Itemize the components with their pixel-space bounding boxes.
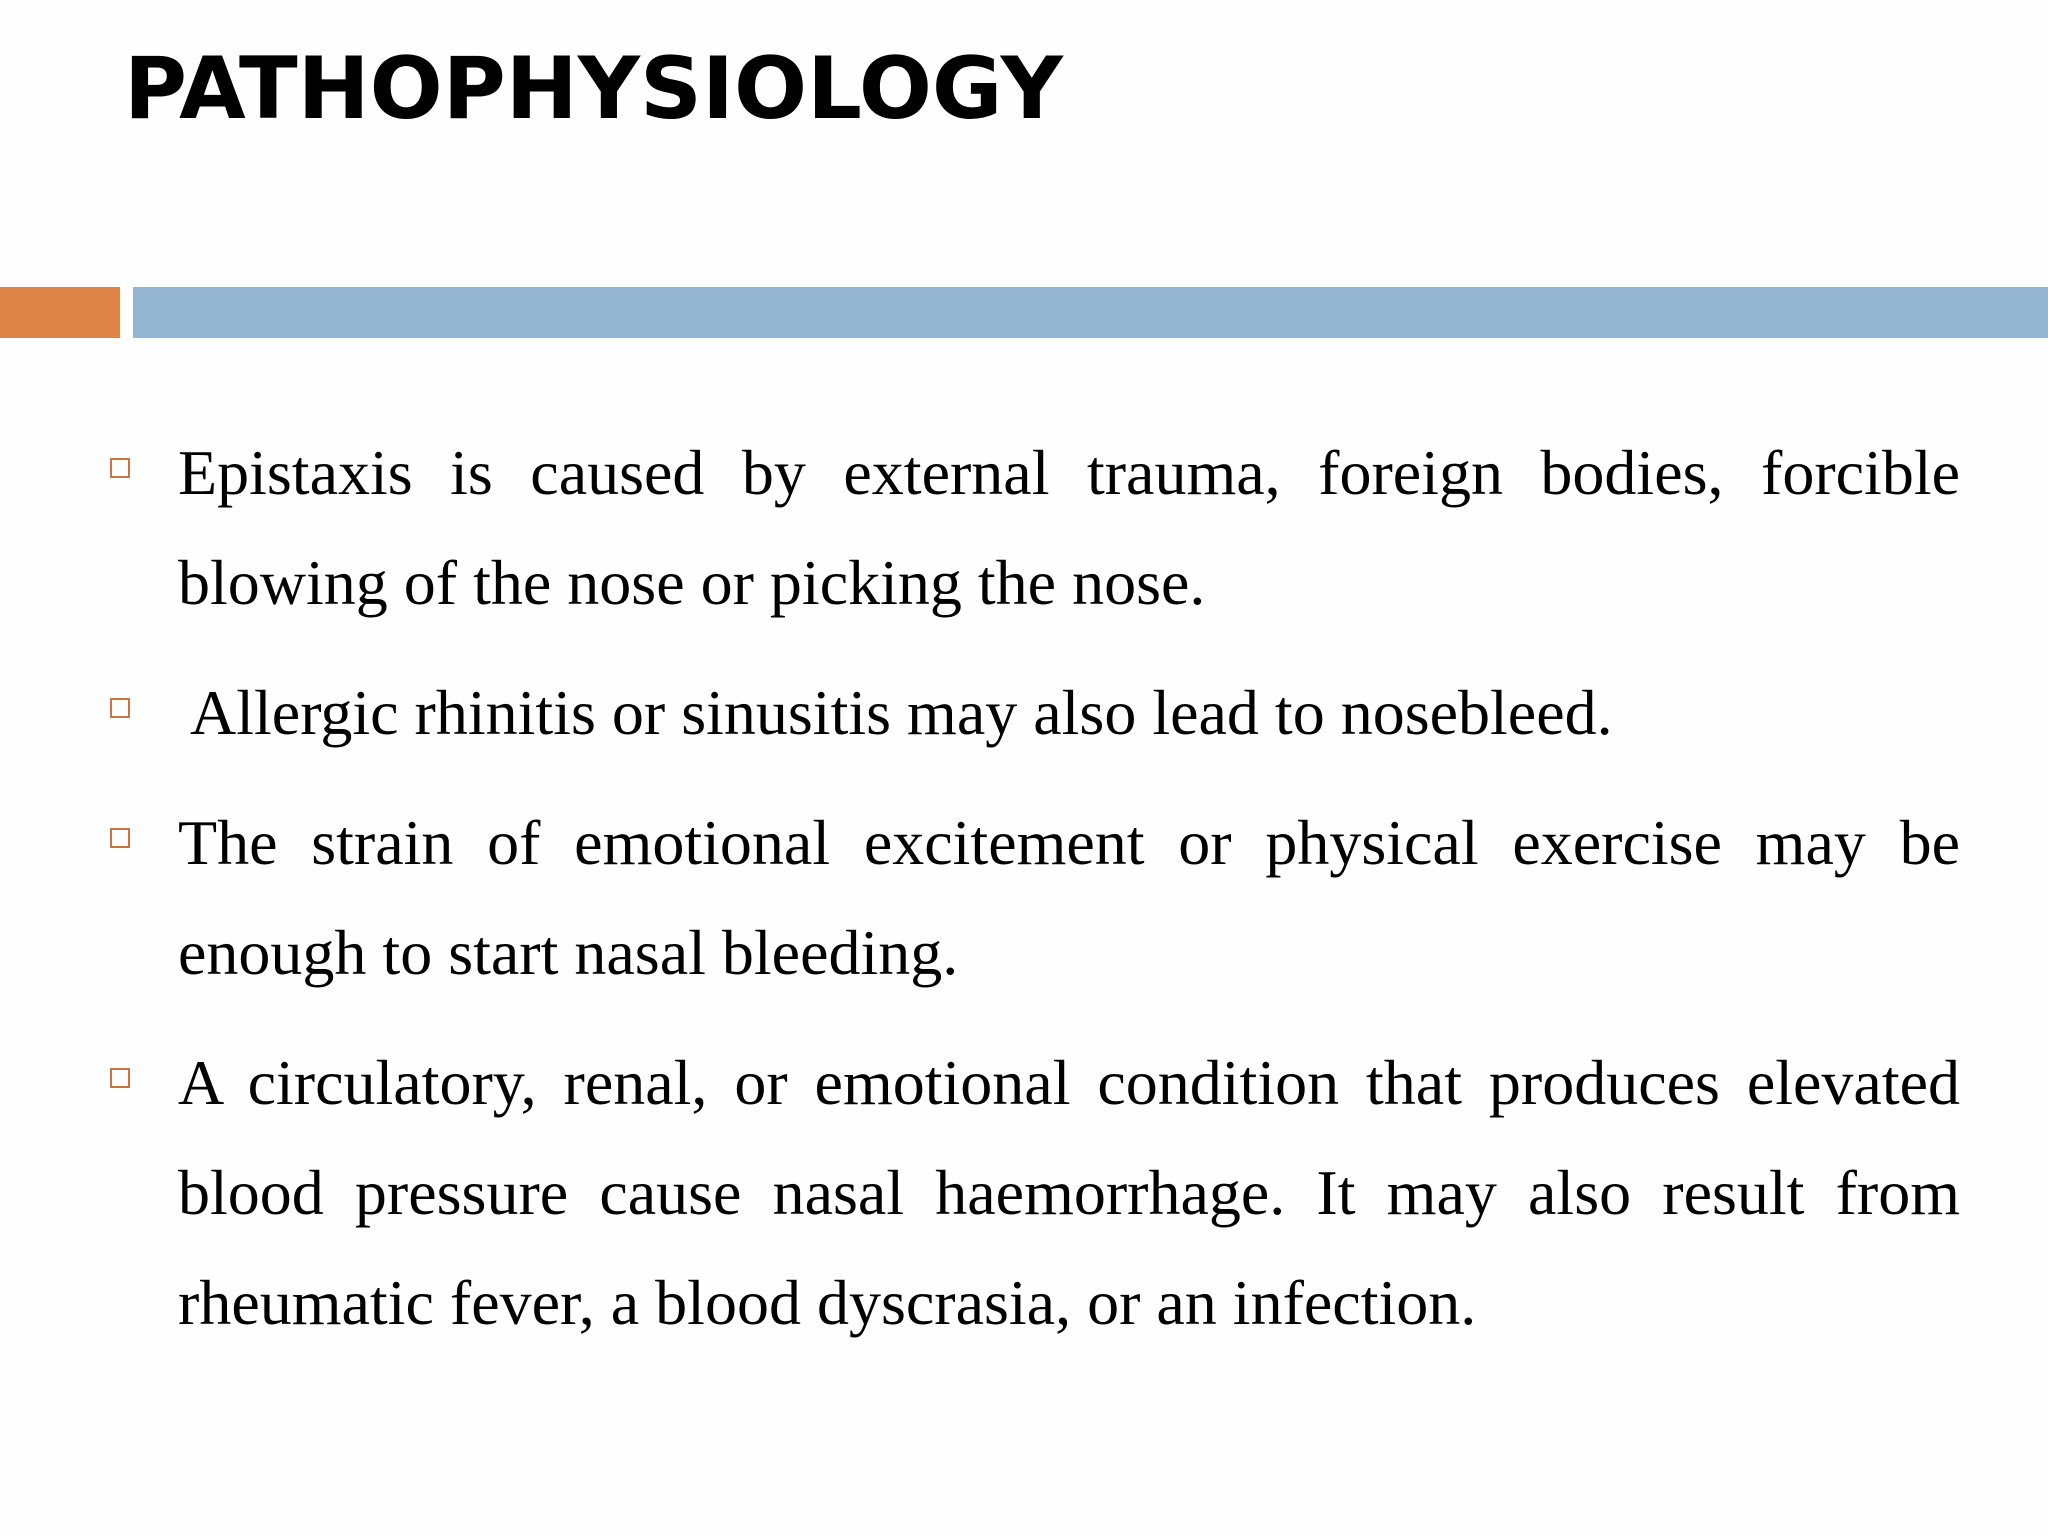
bullet-item (104, 1028, 1960, 1358)
bullet-text: A circulatory, renal, or emotional condition that produces elevated blood pressure cause nasal haemorrhage. It may also result from rheumatic fever, a blood dyscrasia, or an infection. (178, 1047, 1960, 1338)
bullet-item (104, 418, 1960, 638)
hollow-square-icon (110, 698, 130, 718)
accent-bar-blue (133, 287, 2048, 338)
hollow-square-icon (110, 458, 130, 478)
bullet-item (104, 788, 1960, 1008)
accent-bar-orange (0, 287, 120, 338)
bullet-list (104, 418, 1960, 1378)
bullet-item (104, 658, 1960, 768)
slide-title: PATHOPHYSIOLOGY (124, 39, 1063, 139)
bullet-text: Allergic rhinitis or sinusitis may also lead to nosebleed. (190, 677, 1613, 748)
bullet-text: The strain of emotional excitement or physical exercise may be enough to start nasal bleeding. (178, 807, 1960, 988)
hollow-square-icon (110, 828, 130, 848)
bullet-text: Epistaxis is caused by external trauma, foreign bodies, forcible blowing of the nose or picking the nose. (178, 437, 1960, 618)
hollow-square-icon (110, 1068, 130, 1088)
